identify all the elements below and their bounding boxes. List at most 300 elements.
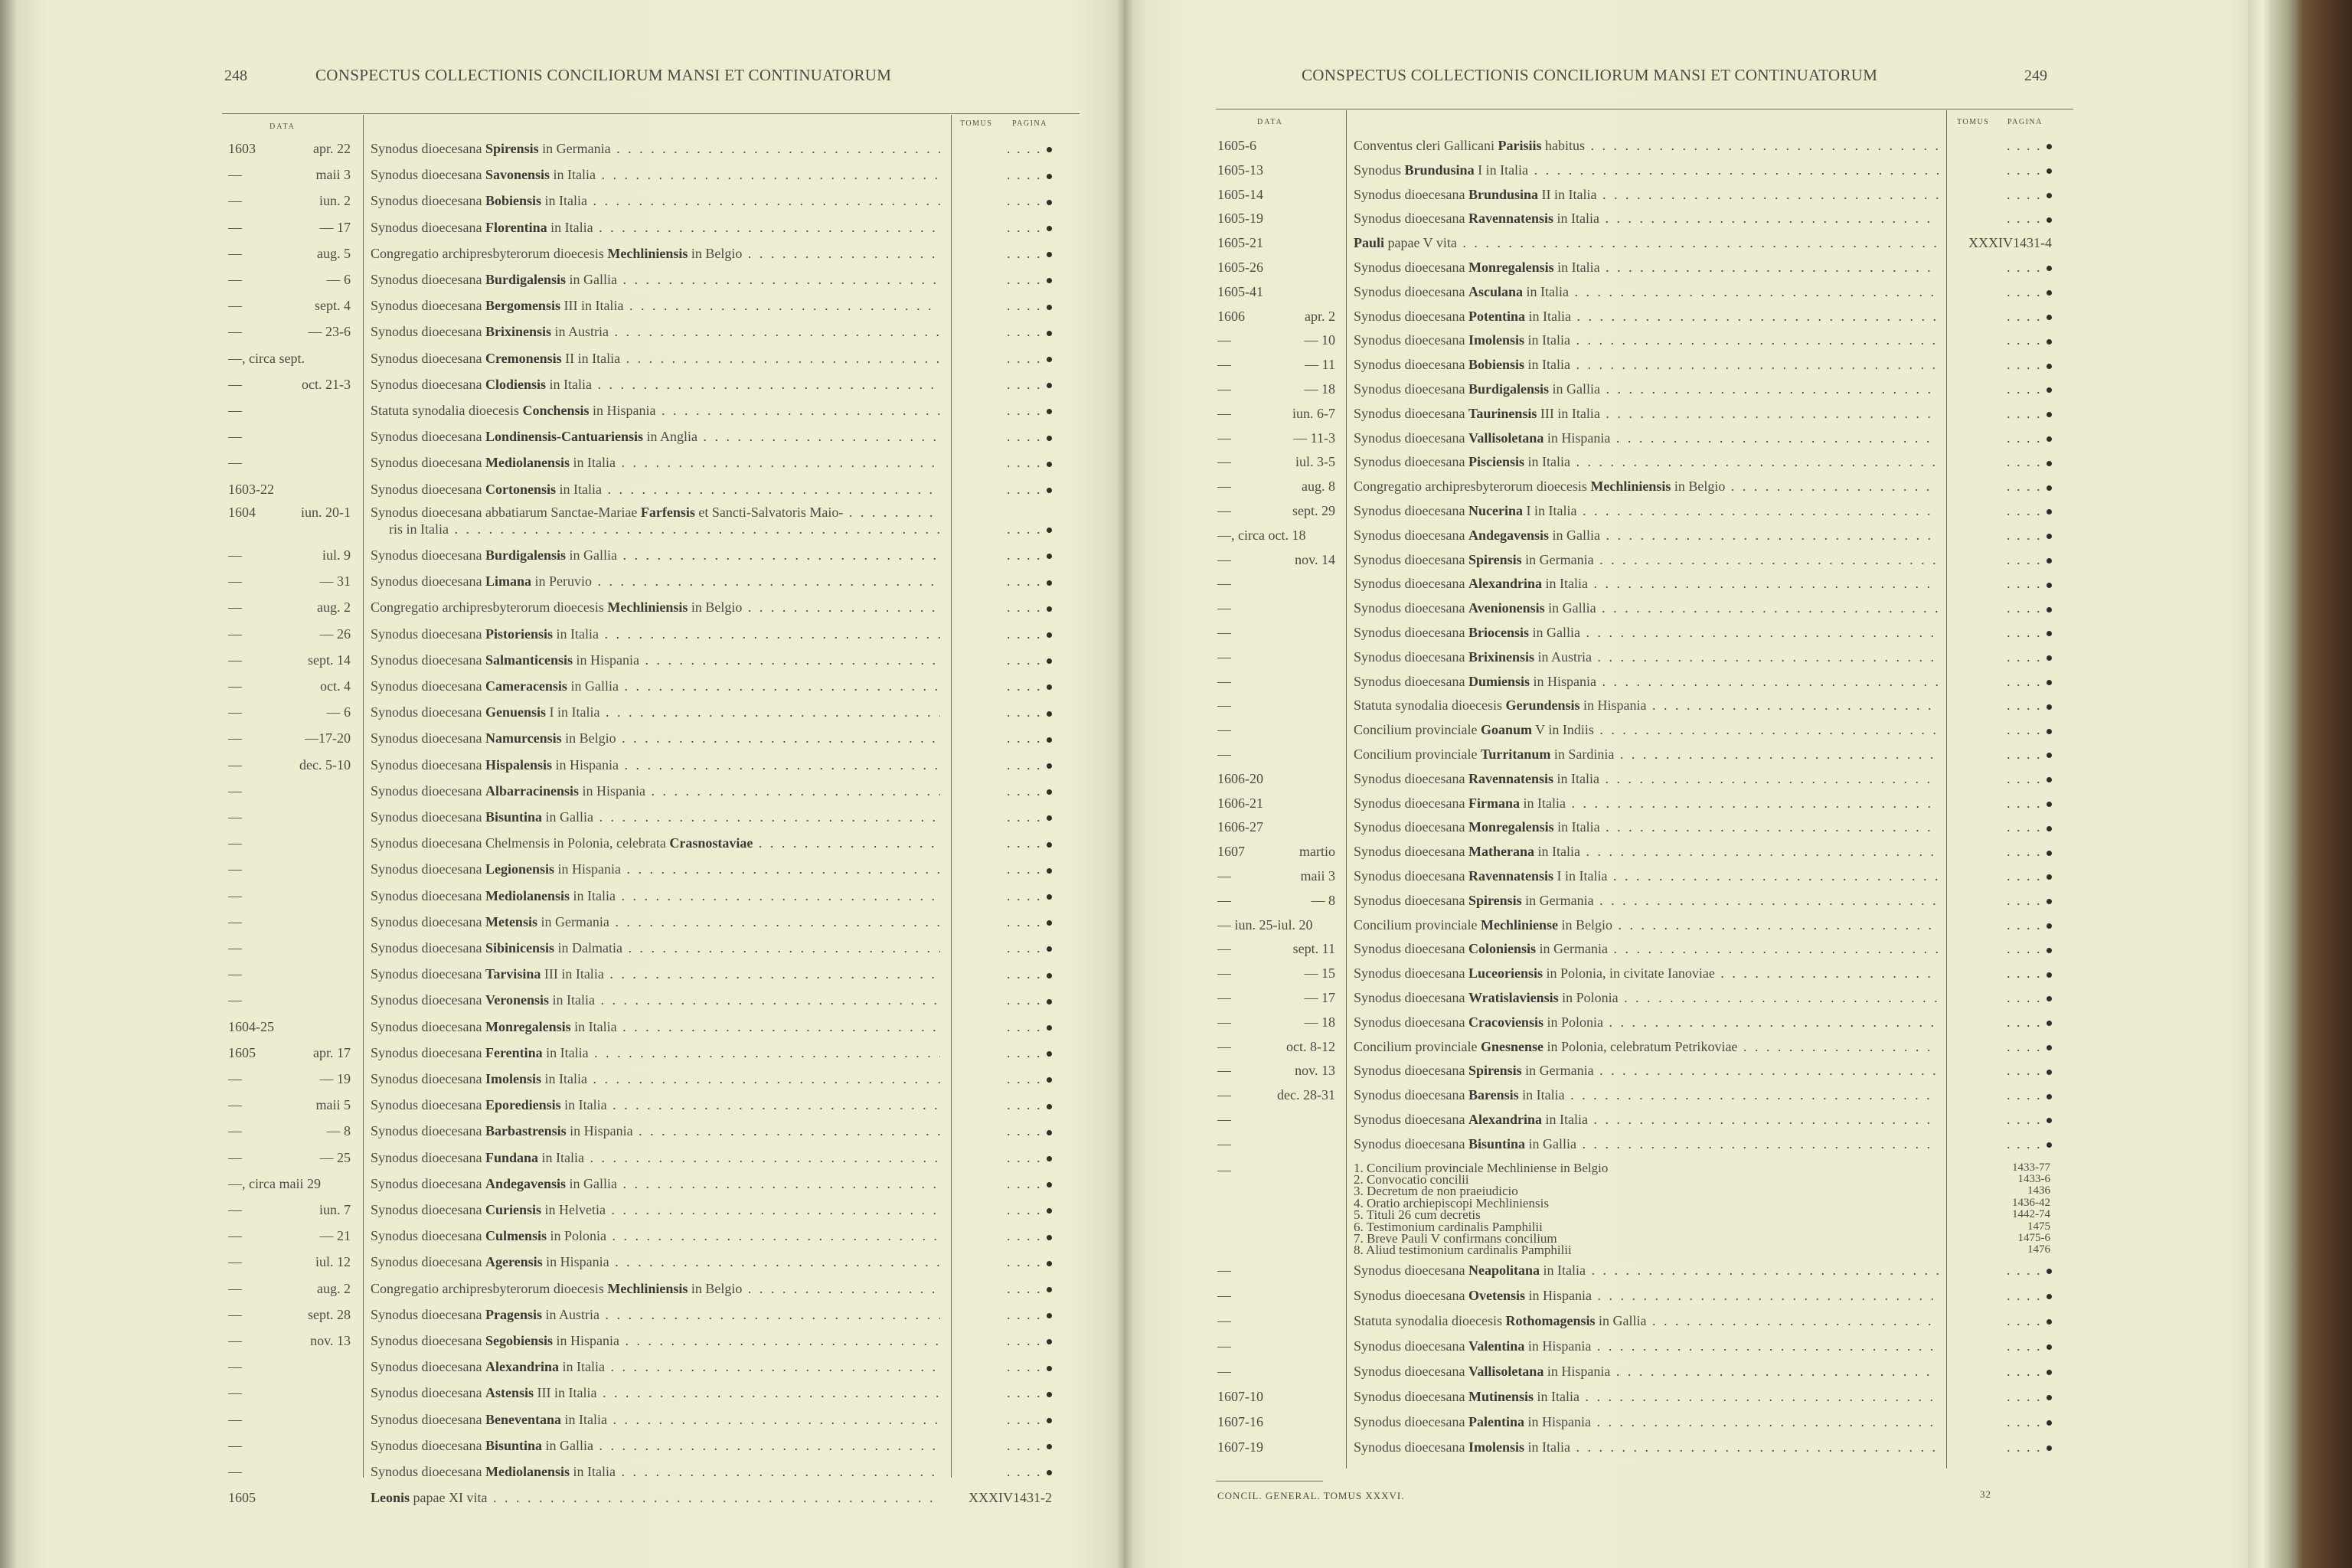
entry-title-prefix: Synodus dioecesana xyxy=(1354,648,1468,665)
entry-title xyxy=(371,1331,940,1350)
entry-title-continuation: ris in Italia . . . xyxy=(389,520,940,538)
entry-tomus-pagina xyxy=(957,296,1052,315)
entry-place-name: Conchensis xyxy=(522,403,590,418)
entry-title xyxy=(371,270,940,289)
entry-title-suffix: in Italia xyxy=(1524,357,1570,373)
right-running-header: CONSPECTUS COLLECTIONIS CONCILIORUM MANSI ET CONTINUATORUM xyxy=(1302,66,1878,84)
entry-title-suffix: in Italia xyxy=(546,376,592,392)
entry-place-name: Andegavensis xyxy=(485,1175,566,1191)
bullet-mark xyxy=(2047,509,2052,514)
entry-year: —, circa oct. 18 xyxy=(1217,527,1306,543)
entry-title-suffix: in Hispania xyxy=(1524,1413,1591,1429)
entry-title-prefix: Synodus dioecesana xyxy=(1354,1439,1468,1455)
entry-title-suffix: in Germania xyxy=(1521,551,1594,567)
entry-place-name: Barensis xyxy=(1468,1087,1519,1103)
entry-title-prefix: Synodus dioecesana xyxy=(1354,211,1468,227)
entry-tomus-pagina xyxy=(957,860,1052,878)
entry-year: 1607-16 xyxy=(1217,1413,1263,1429)
entry-tomus-pagina xyxy=(1949,404,2052,423)
entry-title xyxy=(371,503,940,521)
entry-tomus-pagina xyxy=(957,598,1052,616)
bullet-mark xyxy=(2047,680,2052,685)
bullet-mark xyxy=(2047,339,2052,345)
entry-place-name: Crasnostaviae xyxy=(669,835,753,851)
entry-title xyxy=(371,480,940,498)
entry-title-suffix: in Germania xyxy=(1536,941,1608,957)
entry-date: maii 5 xyxy=(315,1097,351,1113)
entry-title xyxy=(1354,964,1939,982)
entry-title xyxy=(1354,331,1939,349)
entry-title xyxy=(371,546,940,564)
entry-tomus-pagina xyxy=(1949,891,2052,910)
entry-title-suffix: III in Italia xyxy=(533,1385,597,1401)
entry-title-suffix: in Gallia xyxy=(542,809,593,825)
entry-title xyxy=(371,1070,940,1088)
entry-title-suffix: in Polonia xyxy=(1558,990,1619,1005)
entry-title-prefix: Statuta synodalia dioecesis xyxy=(1354,697,1506,714)
entry-title-suffix: in Polonia xyxy=(546,1228,606,1244)
entry-title-prefix: Synodus dioecesana xyxy=(1354,1388,1468,1404)
entry-title xyxy=(1354,916,1939,934)
entry-date: sept. 11 xyxy=(1292,941,1335,957)
entry-title xyxy=(1354,818,1939,836)
entry-title xyxy=(1354,550,1939,569)
entry-title-suffix: in Gallia xyxy=(1525,1135,1576,1152)
entry-year: — xyxy=(228,403,242,418)
entry-title-prefix: Synodus xyxy=(1354,162,1405,178)
entry-title xyxy=(371,1044,940,1062)
entry-title-suffix: in Germania xyxy=(1521,1063,1594,1079)
entry-year: — xyxy=(228,1202,242,1217)
entry-date: — 23-6 xyxy=(308,324,351,340)
entry-title xyxy=(371,1488,940,1507)
entry-date: dec. 5-10 xyxy=(299,756,351,773)
entry-place-name: Coloniensis xyxy=(1468,941,1536,957)
subitems-year: — xyxy=(1217,1161,1231,1178)
entry-title xyxy=(371,322,940,341)
entry-title-prefix: Synodus dioecesana xyxy=(1354,1014,1468,1030)
entry-place-name: Ravennatensis xyxy=(1468,868,1553,884)
entry-year: — xyxy=(228,887,242,903)
entry-title xyxy=(371,401,940,420)
entry-title-prefix: Synodus dioecesana xyxy=(371,678,485,694)
entry-year: 1605 xyxy=(228,1490,256,1506)
entry-title-suffix: papae XI vita xyxy=(410,1490,488,1506)
entry-date: — 10 xyxy=(1304,332,1335,348)
entry-tomus-pagina xyxy=(1949,1261,2052,1279)
entry-title-suffix: III in Italia xyxy=(541,966,604,982)
entry-place-name: Briocensis xyxy=(1468,625,1529,640)
entry-title-suffix: in Hispania xyxy=(1524,1287,1592,1303)
entry-date: dec. 28-31 xyxy=(1277,1087,1335,1103)
entry-year: — xyxy=(228,1228,242,1244)
entry-title-prefix: Synodus dioecesana xyxy=(371,704,485,720)
entry-place-name: Bisuntina xyxy=(485,1437,543,1453)
entry-year: — xyxy=(1217,868,1231,884)
footer-signature: CONCIL. GENERAL. TOMUS XXXVI. xyxy=(1217,1490,1405,1501)
bullet-mark xyxy=(1047,1392,1052,1397)
entry-title xyxy=(371,1410,940,1429)
entry-year: — xyxy=(1217,648,1231,665)
entry-title-prefix: Synodus dioecesana xyxy=(371,730,485,746)
entry-title xyxy=(1354,696,1939,714)
entry-place-name: Pauli xyxy=(1354,235,1385,251)
entry-title-suffix: in Italia xyxy=(1539,1262,1586,1278)
subitem-text: 7. Breve Pauli V confirmans concilium xyxy=(1354,1231,1557,1246)
entry-place-name: Brixinensis xyxy=(485,324,551,340)
entry-date: sept. 28 xyxy=(308,1306,351,1322)
entry-title xyxy=(371,165,940,184)
entry-date: oct. 8-12 xyxy=(1286,1038,1335,1054)
entry-year: — xyxy=(228,1123,242,1139)
entry-place-name: Fundana xyxy=(485,1149,539,1165)
entry-title xyxy=(1354,1061,1939,1080)
entry-year: — xyxy=(1217,1014,1231,1030)
entry-tomus-pagina xyxy=(957,782,1052,800)
bullet-mark xyxy=(1047,278,1052,283)
entry-year: — xyxy=(1217,1287,1231,1303)
bullet-mark xyxy=(2047,1118,2052,1123)
entry-year: — xyxy=(1217,405,1231,421)
entry-title-prefix: Synodus dioecesana xyxy=(371,992,485,1008)
entry-place-name: Legionensis xyxy=(485,861,554,877)
entry-place-name: Imolensis xyxy=(1468,1439,1524,1455)
entry-year: 1607 xyxy=(1217,844,1245,860)
bullet-mark xyxy=(2047,631,2052,636)
entry-title xyxy=(371,1227,940,1245)
bullet-mark xyxy=(2047,217,2052,223)
bullet-mark xyxy=(2047,1370,2052,1375)
entry-tomus-pagina xyxy=(957,1383,1052,1402)
entry-title xyxy=(371,1148,940,1167)
entry-year: — xyxy=(1217,1312,1231,1328)
entry-date: oct. 4 xyxy=(320,678,351,694)
entry-title-suffix: in Italia xyxy=(569,1464,616,1479)
bullet-mark xyxy=(2047,461,2052,466)
entry-place-name: Namurcensis xyxy=(485,730,562,746)
entry-title-prefix: Concilium provinciale xyxy=(1354,1038,1481,1054)
entry-date: martio xyxy=(1299,844,1335,860)
entry-year: — xyxy=(1217,357,1231,373)
entry-title xyxy=(371,913,940,931)
entry-title xyxy=(371,729,940,747)
entry-title-prefix: Synodus dioecesana xyxy=(371,966,485,982)
entry-place-name: Mechliniensis xyxy=(1590,479,1671,495)
entry-year: — xyxy=(228,376,242,392)
entry-place-name: Clodiensis xyxy=(485,376,546,392)
entry-year: — xyxy=(228,429,242,445)
entry-date: iun. 6-7 xyxy=(1292,405,1335,421)
entry-title-prefix: Synodus dioecesana xyxy=(371,219,485,235)
entry-title-prefix: Synodus dioecesana xyxy=(371,756,485,773)
entry-year: — xyxy=(1217,1135,1231,1152)
entry-year: — xyxy=(228,730,242,746)
entry-title-prefix: Synodus dioecesana xyxy=(371,1385,485,1401)
entry-title xyxy=(371,453,940,472)
entry-title-suffix: in Gallia xyxy=(1549,527,1600,543)
entry-tomus-pagina xyxy=(957,1044,1052,1062)
entry-place-name: Florentina xyxy=(485,219,547,235)
entry-date: — 19 xyxy=(319,1071,351,1086)
entry-place-name: Spirensis xyxy=(485,141,539,156)
entry-date: — 17 xyxy=(319,219,351,235)
entry-title xyxy=(371,782,940,800)
entry-title xyxy=(1354,161,1939,179)
bullet-mark xyxy=(1047,174,1052,179)
entry-title-suffix: in Belgio xyxy=(1671,479,1726,495)
right-page-number: 249 xyxy=(2024,67,2047,84)
entry-tomus-pagina xyxy=(1949,452,2052,471)
entry-tomus-pagina xyxy=(957,218,1052,237)
entry-year: 1606 xyxy=(1217,308,1245,324)
entry-year: 1605-14 xyxy=(1217,186,1263,202)
entry-title-suffix: in Belgio xyxy=(688,599,743,616)
left-col-tomus: TOMUS xyxy=(960,119,993,128)
entry-year: — xyxy=(228,913,242,929)
entry-tomus-pagina xyxy=(957,1148,1052,1167)
entry-date: — 6 xyxy=(326,272,351,287)
entry-title-prefix: Synodus dioecesana xyxy=(1354,1262,1468,1278)
entry-place-name: Curiensis xyxy=(485,1202,541,1217)
entry-date: — 11 xyxy=(1305,357,1335,373)
entry-tomus-pagina xyxy=(1949,380,2052,398)
entry-title-suffix: in Italia xyxy=(547,219,593,235)
entry-title-prefix: Synodus dioecesana xyxy=(371,193,485,209)
entry-tomus-pagina xyxy=(1949,623,2052,642)
book-gutter xyxy=(1116,0,1133,1568)
entry-title-suffix: in Italia xyxy=(541,1071,587,1086)
entry-title-suffix: I in Italia xyxy=(1522,503,1577,518)
entry-tomus-pagina xyxy=(1949,672,2052,691)
entry-year: — xyxy=(228,678,242,694)
bullet-mark xyxy=(2047,583,2052,588)
bullet-mark xyxy=(2047,777,2052,782)
entry-place-name: Brixinensis xyxy=(1468,648,1534,665)
entry-place-name: Burdigalensis xyxy=(1468,381,1549,397)
entry-place-name: Spirensis xyxy=(1468,551,1522,567)
entry-title xyxy=(371,939,940,957)
subitem-text: 8. Aliud testimonium cardinalis Pamphilii xyxy=(1354,1243,1572,1258)
left-tomus-divider xyxy=(951,115,952,1478)
entry-date: nov. 14 xyxy=(1295,551,1335,567)
entry-title xyxy=(371,991,940,1009)
entry-year: — xyxy=(1217,576,1231,592)
entry-tomus-pagina xyxy=(957,546,1052,564)
entry-title xyxy=(1354,745,1939,763)
entry-date: nov. 13 xyxy=(1295,1063,1335,1079)
entry-tomus-pagina xyxy=(957,1410,1052,1429)
bullet-mark xyxy=(2047,534,2052,539)
bullet-mark xyxy=(2047,1294,2052,1299)
entry-title xyxy=(1354,891,1939,910)
entry-date: sept. 4 xyxy=(315,298,351,314)
entry-year: 1605-26 xyxy=(1217,260,1263,275)
entry-title-prefix: Synodus dioecesana xyxy=(1354,430,1468,446)
entry-title-suffix: in Hispania xyxy=(589,403,656,418)
entry-tomus-pagina xyxy=(957,427,1052,446)
entry-tomus-pagina xyxy=(1949,867,2052,885)
entry-date: — 26 xyxy=(319,626,351,642)
entry-year: — xyxy=(1217,990,1231,1005)
bullet-mark xyxy=(2047,899,2052,904)
entry-title xyxy=(1354,1086,1939,1104)
entry-tomus-pagina xyxy=(1949,258,2052,276)
entry-title xyxy=(1354,404,1939,423)
bullet-mark xyxy=(1047,409,1052,414)
entry-year: — xyxy=(1217,625,1231,640)
bullet-mark xyxy=(1047,999,1052,1004)
entry-title xyxy=(1354,794,1939,812)
entry-date: — 11-3 xyxy=(1293,430,1335,446)
entry-title-suffix: in Belgio xyxy=(688,1280,743,1296)
entry-title-prefix: Synodus dioecesana xyxy=(1354,527,1468,543)
entry-title-prefix: Synodus dioecesana xyxy=(1354,844,1468,860)
bullet-mark xyxy=(1047,200,1052,205)
entry-title-suffix: in Germania xyxy=(1521,892,1594,908)
entry-title-suffix: in Hispania xyxy=(1579,697,1647,714)
entry-date: sept. 14 xyxy=(308,652,351,668)
bullet-mark xyxy=(1047,1470,1052,1475)
entry-date: — 15 xyxy=(1304,965,1335,982)
entry-title xyxy=(371,191,940,210)
subitem-pagina: 1436-42 xyxy=(2012,1196,2050,1209)
entry-date: apr. 2 xyxy=(1305,308,1335,324)
entry-title-prefix: Synodus dioecesana xyxy=(371,573,485,590)
entry-title xyxy=(371,1383,940,1402)
entry-title-suffix: in Italia xyxy=(560,1097,607,1113)
entry-title xyxy=(371,677,940,695)
entry-tomus-pagina xyxy=(1949,964,2052,982)
entry-place-name: Bobiensis xyxy=(1468,357,1524,373)
entry-title-suffix: in Italia xyxy=(1519,795,1566,811)
bullet-mark xyxy=(1047,1077,1052,1083)
entry-place-name: Eporediensis xyxy=(485,1097,561,1113)
entry-title-suffix: in Italia xyxy=(1541,576,1588,592)
entry-date: aug. 5 xyxy=(317,245,351,261)
bullet-mark xyxy=(1047,711,1052,717)
entry-year: — xyxy=(228,1280,242,1296)
entry-place-name: Mechliniensis xyxy=(607,245,688,261)
entry-year: — xyxy=(1217,1363,1231,1379)
bullet-mark xyxy=(1047,789,1052,795)
entry-title-suffix: in Peruvio xyxy=(531,573,592,590)
entry-title-suffix: in Belgio xyxy=(688,245,743,261)
bullet-mark xyxy=(1047,252,1052,257)
entry-title xyxy=(1354,939,1939,958)
entry-year: — xyxy=(228,193,242,209)
entry-title-prefix: Synodus dioecesana xyxy=(371,861,485,877)
right-page xyxy=(1124,0,2248,1568)
entry-place-name: Mediolanensis xyxy=(485,455,570,471)
entry-place-name: Bergomensis xyxy=(485,298,560,314)
entry-title-prefix: Synodus dioecesana xyxy=(371,1044,485,1060)
entry-place-name: Neapolitana xyxy=(1468,1262,1540,1278)
entry-date: iun. 2 xyxy=(318,193,351,209)
bullet-mark xyxy=(1047,1025,1052,1031)
entry-title xyxy=(371,1018,940,1036)
entry-year: — xyxy=(228,219,242,235)
entry-title xyxy=(371,887,940,905)
entry-date: maii 3 xyxy=(1300,868,1335,884)
entry-title-prefix: Synodus dioecesana xyxy=(371,429,485,445)
entry-date: iul. 3-5 xyxy=(1295,454,1335,470)
entry-title-suffix: in Hispania xyxy=(566,1123,633,1139)
entry-tomus-pagina xyxy=(957,913,1052,931)
subitem-text: 3. Decretum de non praeiudicio xyxy=(1354,1184,1518,1199)
entry-place-name: Leonis xyxy=(371,1490,410,1506)
entry-tomus-pagina xyxy=(957,401,1052,420)
entry-tomus-pagina xyxy=(1949,818,2052,836)
entry-title-prefix: Synodus dioecesana xyxy=(371,1175,485,1191)
subitem-pagina: 1475 xyxy=(2027,1220,2050,1233)
entry-year: — xyxy=(1217,332,1231,348)
entry-tomus-pagina xyxy=(957,1357,1052,1376)
entry-tomus-pagina xyxy=(957,191,1052,210)
entry-title xyxy=(371,1174,940,1193)
entry-tomus-value: XXXIV1431-2 xyxy=(969,1490,1052,1506)
entry-place-name: Ravennatensis xyxy=(1468,770,1553,786)
entry-title-suffix: in Polonia xyxy=(1543,1014,1603,1030)
bullet-mark xyxy=(2047,558,2052,564)
entry-title-prefix: Synodus dioecesana xyxy=(371,1359,485,1375)
entry-tomus-pagina xyxy=(957,965,1052,983)
entry-place-name: Dumiensis xyxy=(1468,673,1530,689)
entry-title-prefix: Synodus dioecesana xyxy=(371,940,485,956)
entry-place-name: Sibinicensis xyxy=(485,940,555,956)
entry-title-suffix: in Sardinia xyxy=(1550,746,1615,762)
entry-tomus-pagina xyxy=(1949,599,2052,617)
entry-title-suffix: in Dalmatia xyxy=(554,940,622,956)
entry-title-suffix: in Italia xyxy=(549,992,595,1008)
entry-date: — 21 xyxy=(319,1228,351,1244)
entry-title xyxy=(1354,769,1939,788)
entry-date: iul. 9 xyxy=(322,547,351,563)
entry-title-prefix: Synodus dioecesana xyxy=(371,887,485,903)
entry-year: — xyxy=(228,1333,242,1348)
right-col-data: DATA xyxy=(1257,118,1283,126)
entry-year: — xyxy=(228,1411,242,1427)
subitem-text: 4. Oratio archiepiscopi Mechliniensis xyxy=(1354,1195,1549,1210)
entry-tomus-pagina xyxy=(1949,1312,2052,1330)
bullet-mark xyxy=(1047,815,1052,821)
entry-year: — xyxy=(228,1359,242,1375)
bullet-mark xyxy=(2047,851,2052,856)
entry-place-name: Palentina xyxy=(1468,1413,1524,1429)
entry-place-name: Spirensis xyxy=(1468,892,1522,908)
entry-place-name: Goanum xyxy=(1480,722,1532,738)
footer-gathering-number: 32 xyxy=(1980,1488,1991,1500)
entry-title xyxy=(371,1200,940,1219)
entry-date: — 6 xyxy=(326,704,351,720)
entry-title xyxy=(1354,234,1939,252)
entry-year: — xyxy=(228,272,242,287)
entry-year: 1605 xyxy=(228,1044,256,1060)
bullet-mark xyxy=(2047,996,2052,1001)
entry-title-prefix: Synodus dioecesana xyxy=(1354,795,1468,811)
entry-place-name: Imolensis xyxy=(485,1071,541,1086)
entry-title xyxy=(371,703,940,721)
entry-year: — xyxy=(1217,1112,1231,1127)
entry-title-suffix: II in Italia xyxy=(561,350,621,366)
entry-title-prefix: Synodus dioecesana xyxy=(371,1228,485,1244)
entry-title-suffix: I in Italia xyxy=(1474,162,1529,178)
entry-tomus-pagina xyxy=(1949,429,2052,447)
entry-place-name: Genuensis xyxy=(485,704,546,720)
entry-place-name: Nucerina xyxy=(1468,503,1523,518)
entry-tomus-pagina xyxy=(957,375,1052,394)
entry-title-prefix: Synodus dioecesana xyxy=(371,1097,485,1113)
entry-title-suffix: in Austria xyxy=(1534,648,1592,665)
